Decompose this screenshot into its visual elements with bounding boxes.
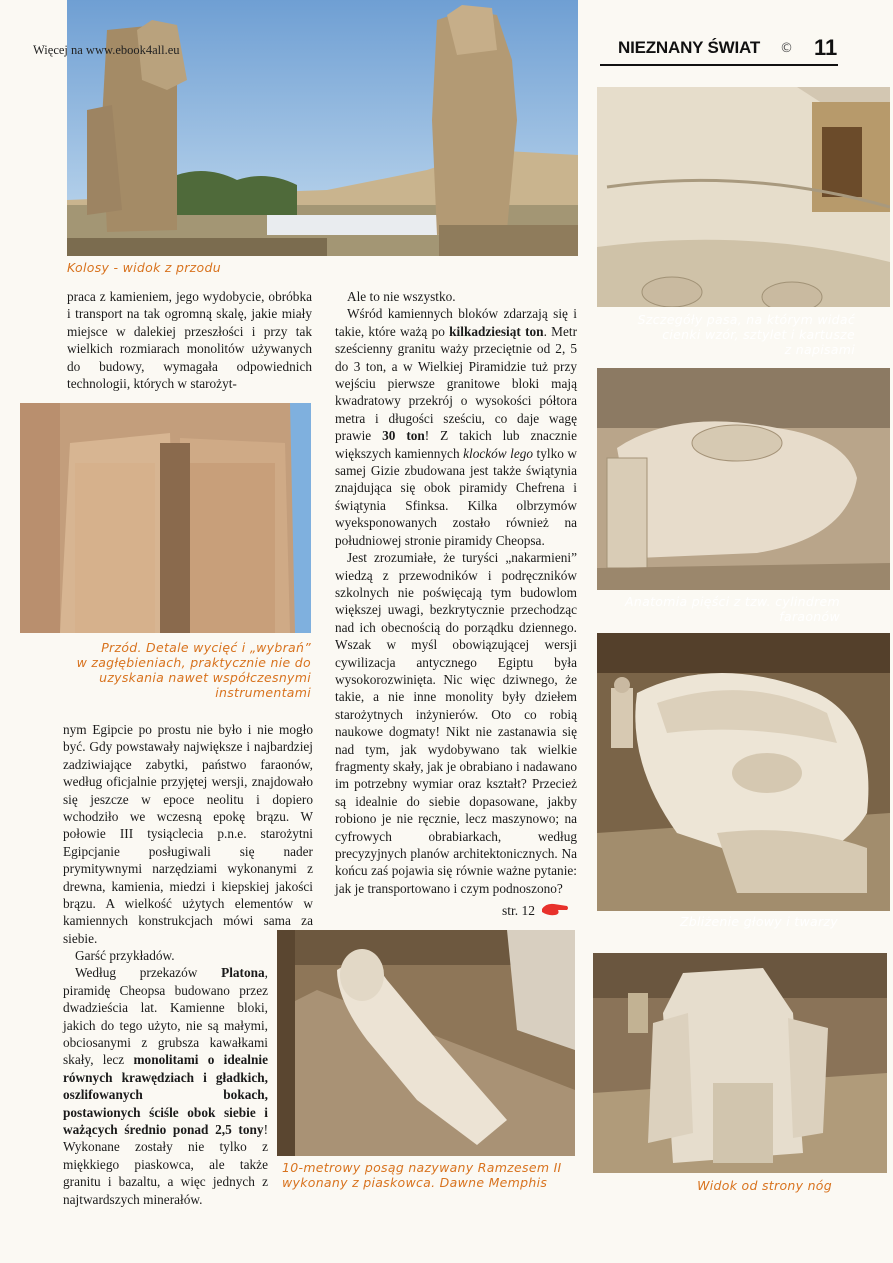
col1-low-text — [63, 947, 268, 1208]
text-run: Według przekazów — [75, 965, 222, 981]
text-run: , piramidę Cheopsa budowano przez dwadzieścia lat. Kamienne bloki, jakich do tego użyto, nie są małymi, obciosanymi z grubsza kawałkami skały, lecz — [63, 965, 268, 1068]
paragraph — [335, 305, 577, 549]
pointing-hand-icon — [540, 900, 570, 918]
paragraph — [63, 964, 268, 1208]
page-reference: str. 12 — [502, 903, 536, 918]
caption-przod — [20, 640, 311, 700]
caption-pas-line: cienki wzór, sztylet i kartusze — [662, 327, 855, 342]
caption-ramzes — [282, 1160, 562, 1190]
paragraph: Garść przykładów. — [75, 948, 175, 963]
paragraph: Jest zrozumiałe, że turyści „nakarmieni” wiedzą z przewodników i podręczników szkolnych nie poświęcają tym budowlom większej uwagi, bezkrytycznie przechodząc nad ich obecnością do porządku dziennego. Wszak w myśl obowiązującej wersji cywilizacja antycznego Egiptu była wysokorozwinięta. Nic więc dziwnego, że takie, a nie inne monolity były dziełem starożytnych inżynierów. Oto co robią naukowe dogmaty! Nikt nie zastanawia się nad tym, jak wydobywano tak wielkie fragmenty skały, jak je obrabiano i nadawano im potrzebny wymiar oraz kształt? Przecież są idealnie do siebie dopasowane, jakby robiono je nie ręcznie, lecz maszynowo; na cyfrowych obrabiarkach, według precyzyjnych planów architektonicznych. Na końcu zaś pojawia się równie ważne pytanie: jak je transportowano i czym podnoszono? — [335, 550, 577, 896]
caption-ramzes-line: 10-metrowy posąg nazywany Ramzesem II — [282, 1160, 562, 1175]
col1-top-text — [67, 288, 312, 392]
photo-feet-view — [593, 953, 887, 1173]
photo-fist-anatomy — [597, 368, 890, 590]
caption-pas-line: z napisami — [784, 342, 855, 357]
text-run: Wśród kamiennych bloków zdarzają się i takie, które ważą po — [335, 306, 577, 339]
caption-przod-line: uzyskania nawet współczesnymi — [99, 670, 311, 685]
page-number: 11 — [814, 35, 838, 60]
bold-run: Platona — [221, 965, 265, 981]
section-title: NIEZNANY ŚWIAT — [618, 38, 761, 57]
text-run: ! Wykonane zostały nie tylko z miękkiego piaskowca, ale także granitu i bazaltu, a więc jednych z najtwardszych minerałów. — [63, 1122, 268, 1207]
caption-ramzes-line: wykonany z piaskowca. Dawne Memphis — [282, 1175, 548, 1190]
caption-piesc-line: Anatomia pięści z tzw. cylindrem — [625, 594, 840, 609]
caption-piesc-line: faraonów — [779, 609, 840, 624]
photo-front-detail — [20, 403, 311, 633]
caption-nogi: Widok od strony nóg — [697, 1178, 832, 1193]
caption-kolosy: Kolosy - widok z przodu — [67, 260, 221, 275]
caption-piesc — [600, 594, 840, 624]
col1-mid-text — [63, 721, 313, 947]
italic-run: klocków lego — [463, 445, 534, 461]
text-run: ! Z takich lub znacznie większych kamiennych — [335, 428, 577, 461]
photo-colossi-front — [67, 0, 578, 256]
caption-pas-line: Szczegóły pasa, na którym widać — [637, 312, 855, 327]
caption-przod-line: w zagłębieniach, praktycznie nie do — [76, 655, 311, 670]
caption-przod-line: instrumentami — [215, 685, 311, 700]
col2-text — [335, 288, 577, 897]
caption-glowa: Zbliżenie głowy i twarzy — [679, 914, 838, 929]
circle-mark: © — [780, 41, 793, 56]
page-header — [600, 35, 848, 67]
paragraph: praca z kamieniem, jego wydobycie, obróbka i transport na tak ogromną skalę, jakie miały miejsce w dalekiej przeszłości i przy tak wielkich rozmiarach monolitów używanych do budowy, wymagała odpowiednich technologii, których w starożyt- — [67, 289, 312, 392]
header-rule — [600, 64, 838, 66]
text-run: . Metr sześcienny granitu waży przeciętnie od 2, 5 do 3 ton, a w Wielkiej Piramidzie tuż przy wejściu pierwsze granitowe bloki mają kwadratowy przekrój o wysokości półtora metra i długości sześciu, co daje wagę prawie — [335, 323, 577, 444]
caption-pas — [600, 312, 855, 357]
watermark-text: Więcej na www.ebook4all.eu — [33, 43, 180, 57]
paragraph: Ale to nie wszystko. — [347, 289, 456, 304]
photo-head-closeup — [597, 633, 890, 911]
photo-belt-detail — [597, 87, 890, 307]
text-run: tylko w samej Gizie zbudowana jest także świątynia znajdująca się obok piramidy Chefrena i świątynia Sfinksa. Kilka olbrzymów wyeksponowanych zostało również na południowej stronie piramidy Cheopsa. — [335, 445, 577, 548]
paragraph: nym Egipcie po prostu nie było i nie mogło być. Gdy powstawały największe i najbardziej zadziwiające zabytki, państwo faraonów, według oficjalnie przyjętej wersji, znajdowało się jeszcze w epoce neolitu i dopiero wchodziło we wczesną epokę brązu. W połowie III tysiąclecia p.n.e. starożytni Egipcjanie posługiwali się nader prymitywnymi narzędziami wykonanymi z drewna, kamienia, miedzi i kiepskiej jakości brązu. A wielkość użytych elementów w kamiennych konstrukcjach mówi sama za siebie. — [63, 722, 313, 946]
photo-ramses-statue — [277, 930, 575, 1156]
bold-run: kilkadziesiąt ton — [449, 323, 544, 339]
bold-run: 30 ton — [382, 428, 425, 444]
caption-przod-line: Przód. Detale wycięć i „wybrań” — [101, 640, 311, 655]
bold-run: monolitami o idealnie równych krawędziach i gładkich, oszlifowanych bokach, postawionych ściśle obok siebie i ważących średnio ponad 2,5 tony — [63, 1052, 268, 1138]
